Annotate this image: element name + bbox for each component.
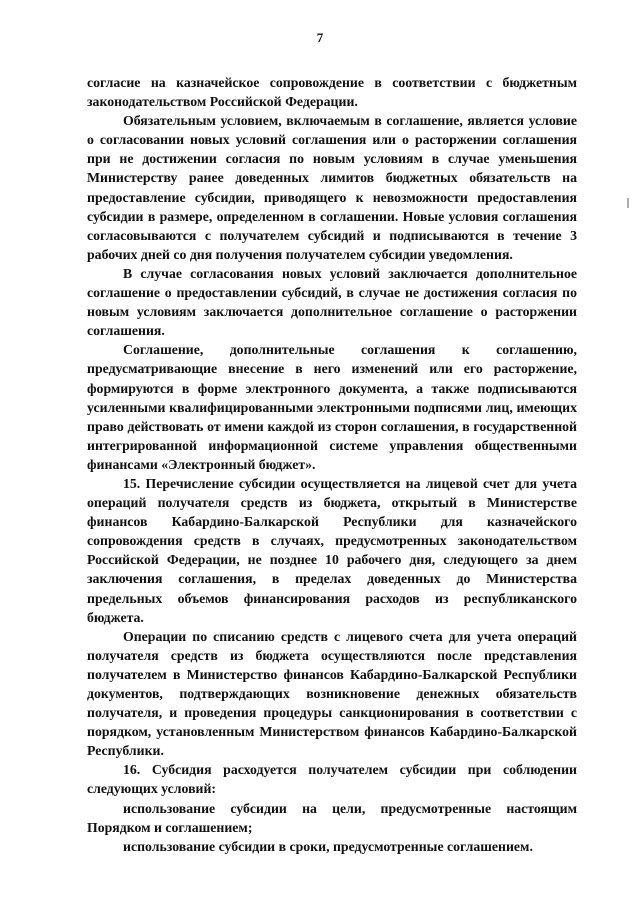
document-body [87,73,577,856]
paragraph-6: Операции по списанию средств с лицевого счета для учета операций получателя средств из бюджета осуществляются после представления получателем в Министерство финансов Кабардино-Балкарской Республики документов, подтверждающих возникновение денежных обязательств получателя, и проведения процедуры санкционирования в соответствии с порядком, установленным Министерством финансов Кабардино-Балкарской Республики. [87,628,577,759]
page-number: 7 [316,30,324,45]
paragraph-9: использование субсидии в сроки, предусмотренные соглашением. [123,838,533,854]
paragraph-3: В случае согласования новых условий заключается дополнительное соглашение о предоставлении субсидий, в случае не достижения согласия по новым условиям заключается дополнительное соглашение о расторжении соглашения. [87,265,577,339]
margin-mark [627,198,629,208]
paragraph-4: Соглашение, дополнительные соглашения к соглашению, предусматривающие внесение в него изменений или его расторжение, формируются в форме электронного документа, а также подписываются усиленными квалифицированными электронными подписями лиц, имеющих право действовать от имени каждой из сторон соглашения, в государственной интегрированной информационной системе управления общественными финансами «Электронный бюджет». [87,342,577,472]
paragraph-5: 15. Перечисление субсидии осуществляется на лицевой счет для учета операций получателя средств из бюджета, открытый в Министерстве финансов Кабардино-Балкарской Республики для казначейского сопровождения средств в случаях, предусмотренных законодательством Российской Федерации, не позднее 10 рабочего дня, следующего за днем заключения соглашения, в пределах доведенных до Министерства предельных объемов финансирования расходов из республиканского бюджета. [87,475,577,625]
paragraph-7: 16. Субсидия расходуется получателем субсидии при соблюдении следующих условий: [87,762,577,797]
paragraph-1: согласие на казначейское сопровождение в соответствии с бюджетным законодательством Российской Федерации. [87,75,577,110]
paragraph-8: использование субсидии на цели, предусмотренные настоящим Порядком и соглашением; [87,800,577,835]
paragraph-2: Обязательным условием, включаемым в соглашение, является условие о согласовании новых условий соглашения или о расторжении соглашения при не достижении согласия по новым условиям в случае уменьшения Министерству ранее доведенных лимитов бюджетных обязательств на предоставление субсидии, приводящего к невозможности предоставления субсидии в размере, определенном в соглашении. Новые условия соглашения согласовываются с получателем субсидий и подписываются в течение 3 рабочих дней со дня получения получателем субсидии уведомления. [87,113,577,262]
